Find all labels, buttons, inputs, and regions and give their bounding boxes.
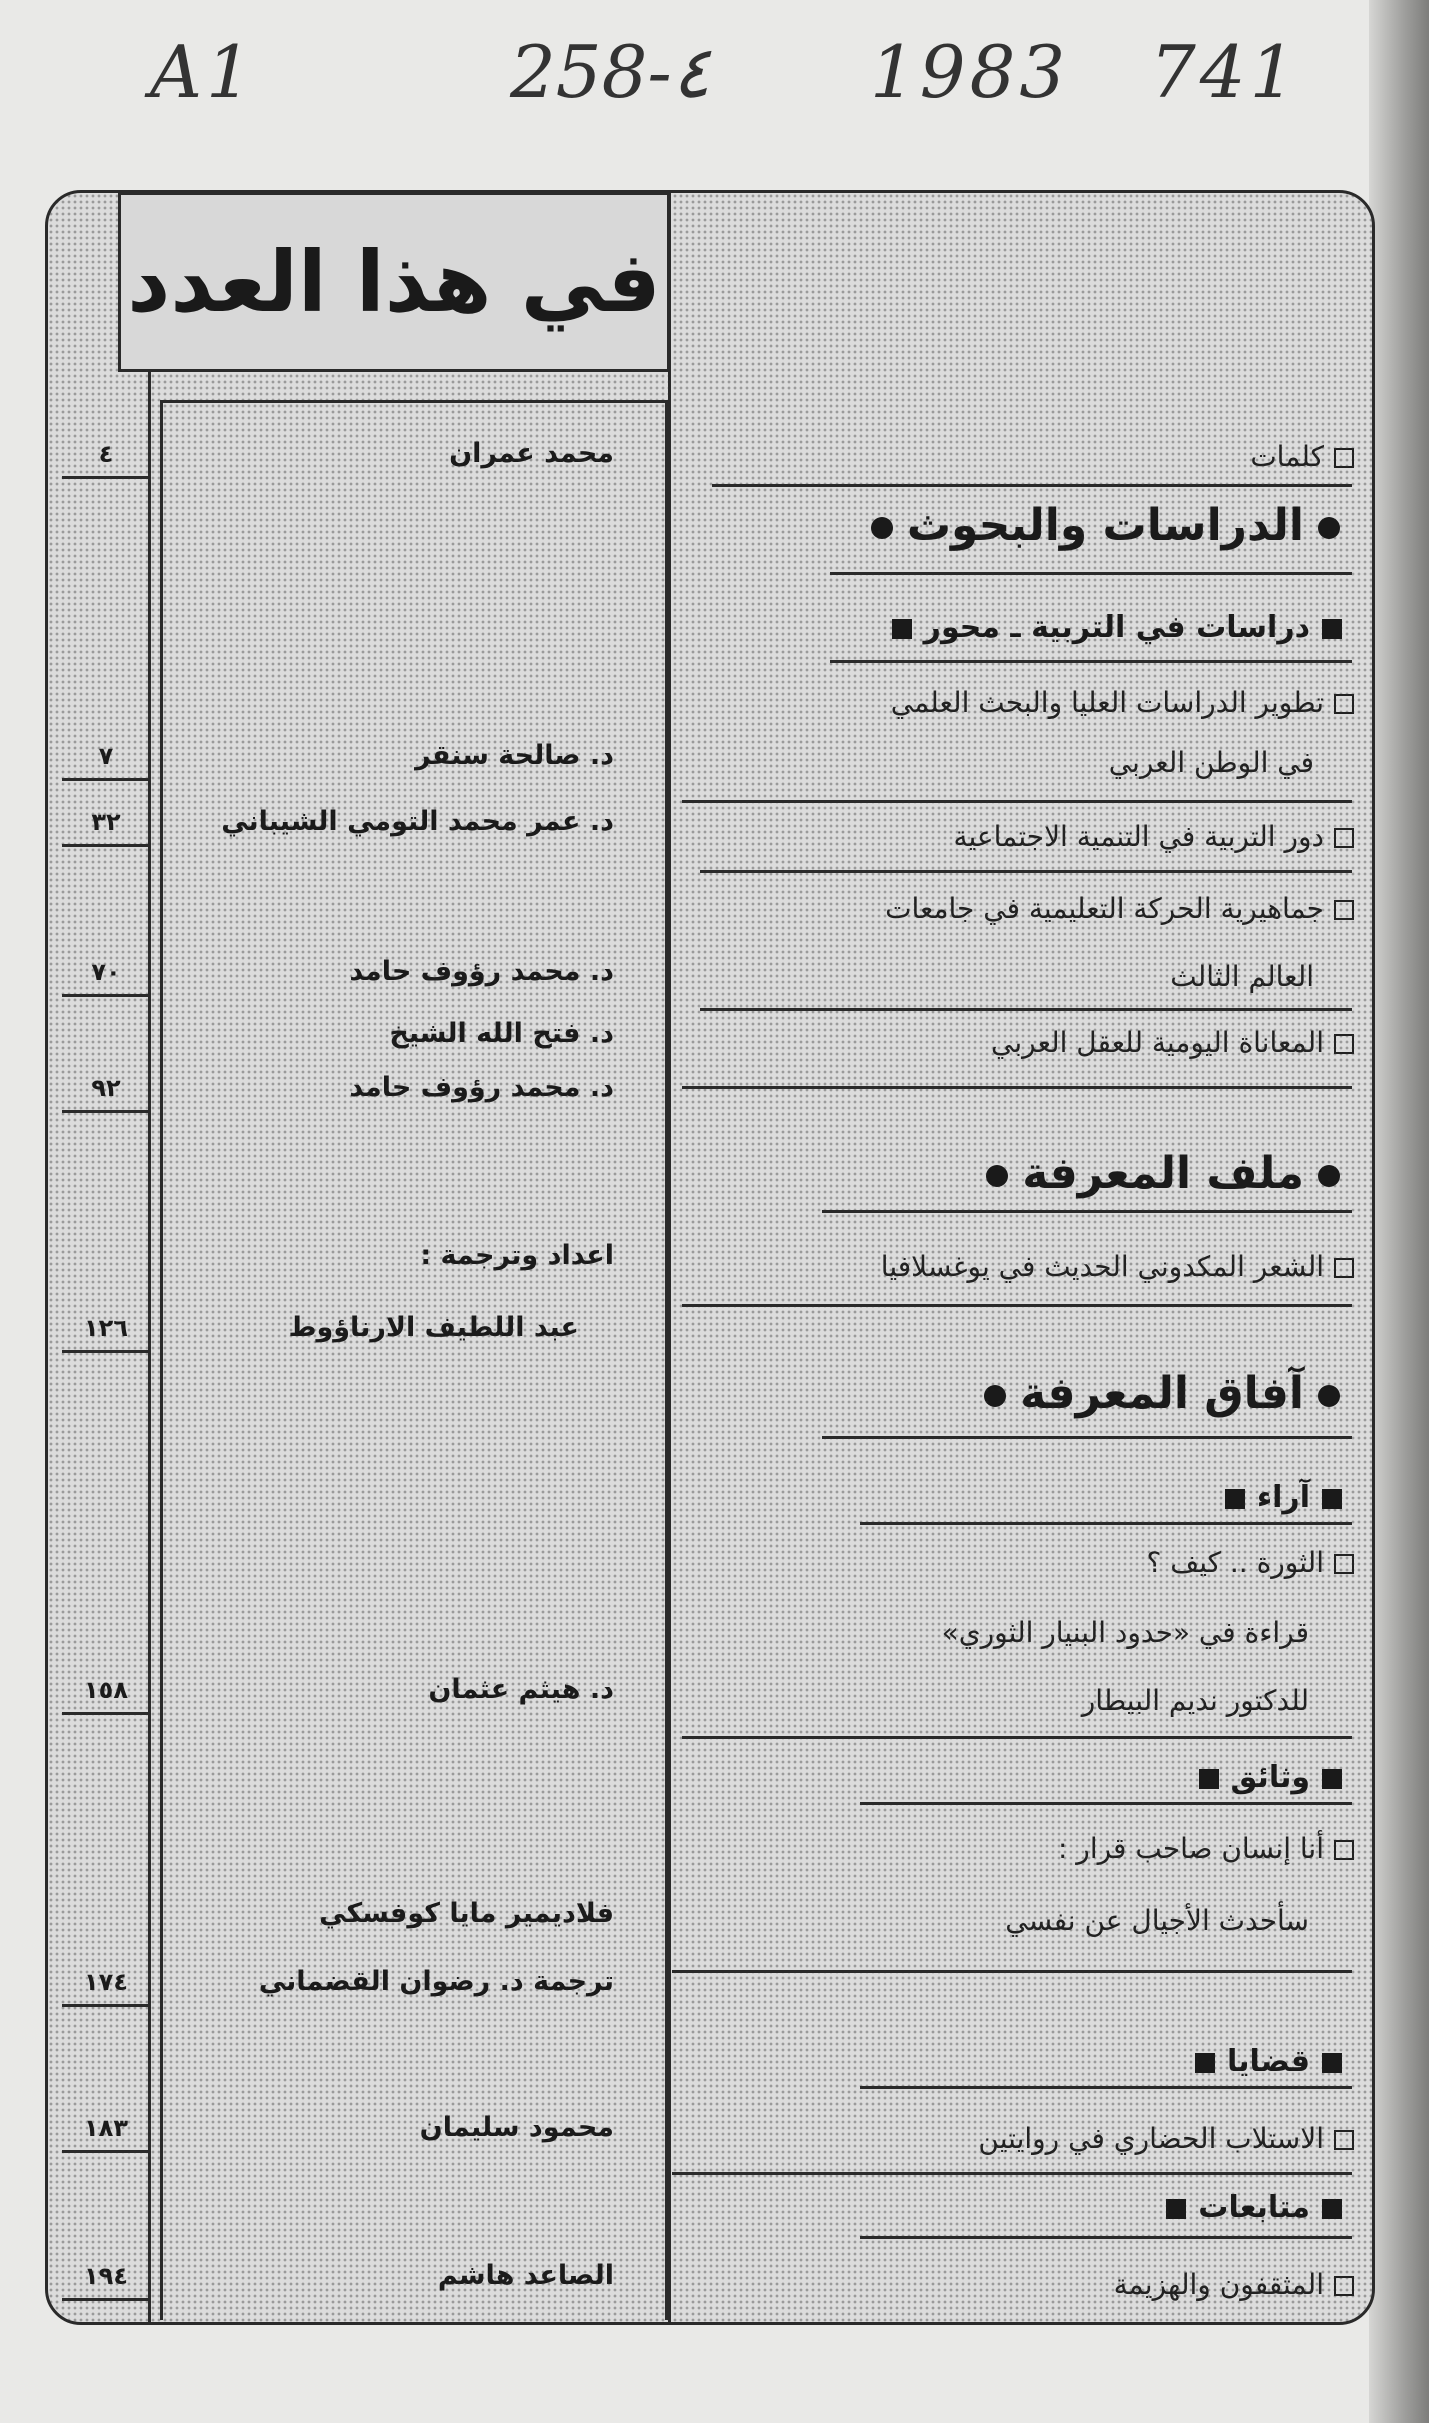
divider xyxy=(860,1802,1352,1805)
square-bullet-icon xyxy=(1195,2053,1215,2073)
section-heading xyxy=(972,1148,1354,1199)
divider xyxy=(830,660,1352,663)
page-number: ٧ xyxy=(98,742,114,770)
toc-item-label: دور التربية في التنمية الاجتماعية xyxy=(953,820,1324,853)
divider xyxy=(860,2086,1352,2089)
handwritten-catalog-note xyxy=(150,30,1310,150)
page-number: ٩٢ xyxy=(91,1074,121,1102)
author-name: د. فتح الله الشيخ xyxy=(389,1018,614,1049)
section-title: الدراسات والبحوث xyxy=(906,500,1304,551)
toc-item-label: أنا إنسان صاحب قرار : xyxy=(1057,1832,1324,1865)
toc-item-label: المثقفون والهزيمة xyxy=(1113,2268,1324,2301)
title-column-divider xyxy=(668,190,671,2325)
toc-item[interactable] xyxy=(891,686,1354,719)
author-name: عبد اللطيف الارناؤوط xyxy=(288,1312,579,1343)
author-column xyxy=(160,400,668,2320)
author-name: محمد عمران xyxy=(449,438,614,469)
divider xyxy=(700,870,1352,873)
subsection-title: دراسات في التربية ـ محور xyxy=(923,610,1310,645)
author-name: د. عمر محمد التومي الشيباني xyxy=(221,806,614,837)
subsection-heading xyxy=(1187,1760,1354,1795)
subsection-title: قضايا xyxy=(1227,2044,1310,2079)
toc-item[interactable] xyxy=(1058,1832,1354,1865)
subsection-heading xyxy=(1154,2190,1354,2225)
toc-item[interactable] xyxy=(1146,1546,1354,1579)
author-name: د. محمد رؤوف حامد xyxy=(349,956,614,987)
section-heading xyxy=(970,1368,1354,1419)
page-number: ٣٢ xyxy=(91,808,121,836)
toc-item[interactable] xyxy=(1250,440,1354,473)
page-number: ٧٠ xyxy=(91,958,121,986)
page-number: ١٧٤ xyxy=(84,1968,128,1996)
bullet-dot-icon xyxy=(984,1385,1006,1407)
divider xyxy=(682,1086,1352,1089)
checkbox-icon xyxy=(1334,1840,1354,1860)
author-name: الصاعد هاشم xyxy=(437,2260,614,2291)
author-name: د. صالحة سنقر xyxy=(415,740,614,771)
page-number-rule xyxy=(62,1350,150,1353)
toc-item[interactable] xyxy=(1114,2268,1354,2301)
author-name: د. محمد رؤوف حامد xyxy=(349,1072,614,1103)
bullet-dot-icon xyxy=(1318,1385,1340,1407)
toc-item[interactable] xyxy=(978,2122,1354,2155)
divider xyxy=(860,2236,1352,2239)
square-bullet-icon xyxy=(1322,619,1342,639)
divider xyxy=(712,484,1352,487)
checkbox-icon xyxy=(1334,1034,1354,1054)
toc-item-label: جماهيرية الحركة التعليمية في جامعات xyxy=(885,892,1324,925)
bullet-dot-icon xyxy=(1318,1165,1340,1187)
square-bullet-icon xyxy=(1166,2199,1186,2219)
page-number-rule xyxy=(62,476,150,479)
divider xyxy=(700,1008,1352,1011)
author-name: فلاديمير مايا كوفسكي xyxy=(319,1898,614,1929)
section-title: ملف المعرفة xyxy=(1022,1148,1304,1199)
square-bullet-icon xyxy=(1322,2053,1342,2073)
page-number: ٤ xyxy=(98,440,114,468)
page-number-rule xyxy=(62,994,150,997)
checkbox-icon xyxy=(1334,1258,1354,1278)
divider xyxy=(672,1970,1352,1973)
divider xyxy=(822,1436,1352,1439)
bullet-dot-icon xyxy=(1318,517,1340,539)
page-number: ١٩٤ xyxy=(84,2262,128,2290)
toc-item[interactable] xyxy=(885,892,1354,925)
checkbox-icon xyxy=(1334,2276,1354,2296)
author-name: ترجمة د. رضوان القضماني xyxy=(258,1966,614,1997)
toc-item-label: الشعر المكدوني الحديث في يوغسلافيا xyxy=(880,1250,1324,1283)
subsection-title: وثائق xyxy=(1230,1760,1310,1795)
square-bullet-icon xyxy=(1322,1769,1342,1789)
divider xyxy=(830,572,1352,575)
divider xyxy=(682,1736,1352,1739)
toc-item-continuation: للدكتور نديم البيطار xyxy=(1081,1684,1309,1717)
square-bullet-icon xyxy=(1199,1769,1219,1789)
subsection-heading xyxy=(880,610,1354,645)
divider xyxy=(672,2172,1352,2175)
author-name: د. هيثم عثمان xyxy=(428,1674,614,1705)
handwritten-number: 258-٤ xyxy=(510,30,711,114)
page-number: ١٢٦ xyxy=(84,1314,128,1342)
section-heading xyxy=(857,500,1354,551)
handwritten-code: A1 xyxy=(150,30,256,114)
subsection-title: متابعات xyxy=(1198,2190,1310,2225)
page-number-rule xyxy=(62,2150,150,2153)
toc-item-label: الاستلاب الحضاري في روايتين xyxy=(978,2122,1324,2155)
checkbox-icon xyxy=(1334,828,1354,848)
toc-item-continuation: في الوطن العربي xyxy=(1108,746,1314,779)
author-name: اعداد وترجمة : xyxy=(420,1240,614,1271)
subsection-heading xyxy=(1183,2044,1354,2079)
divider xyxy=(682,1304,1352,1307)
subsection-title: آراء xyxy=(1256,1480,1310,1515)
page-number-rule xyxy=(62,1712,150,1715)
bullet-dot-icon xyxy=(871,517,893,539)
divider xyxy=(860,1522,1352,1525)
toc-item-label: تطوير الدراسات العليا والبحث العلمي xyxy=(890,686,1324,719)
checkbox-icon xyxy=(1334,2130,1354,2150)
page-number-rule xyxy=(62,2004,150,2007)
page-number-rule xyxy=(62,844,150,847)
page-number-rule xyxy=(62,778,150,781)
handwritten-year: 1983 xyxy=(870,30,1070,114)
page-number: ١٨٣ xyxy=(84,2114,128,2142)
page-title: في هذا العدد xyxy=(127,233,661,331)
toc-item-label: كلمات xyxy=(1250,440,1324,473)
author-name: محمود سليمان xyxy=(419,2112,614,2143)
page-number-rule xyxy=(62,2298,150,2301)
square-bullet-icon xyxy=(892,619,912,639)
checkbox-icon xyxy=(1334,448,1354,468)
toc-item[interactable] xyxy=(881,1250,1354,1283)
toc-item-continuation: العالم الثالث xyxy=(1170,960,1314,993)
toc-item[interactable] xyxy=(991,1026,1354,1059)
handwritten-id: 741 xyxy=(1150,30,1300,114)
page-number: ١٥٨ xyxy=(84,1676,128,1704)
checkbox-icon xyxy=(1334,694,1354,714)
page-number-rule xyxy=(62,1110,150,1113)
divider xyxy=(822,1210,1352,1213)
subsection-heading xyxy=(1213,1480,1354,1515)
square-bullet-icon xyxy=(1322,2199,1342,2219)
divider xyxy=(682,800,1352,803)
checkbox-icon xyxy=(1334,1554,1354,1574)
page-edge-shadow xyxy=(1369,0,1429,2423)
square-bullet-icon xyxy=(1322,1489,1342,1509)
section-title: آفاق المعرفة xyxy=(1020,1368,1304,1419)
toc-item-label: المعاناة اليومية للعقل العربي xyxy=(991,1026,1324,1059)
toc-item-label: الثورة .. كيف ؟ xyxy=(1146,1546,1324,1579)
toc-item-continuation: قراءة في «حدود البنيار الثوري» xyxy=(941,1616,1309,1649)
issue-title-box xyxy=(118,192,670,372)
bullet-dot-icon xyxy=(986,1165,1008,1187)
toc-item-continuation: سأحدث الأجيال عن نفسي xyxy=(1005,1904,1309,1937)
checkbox-icon xyxy=(1334,900,1354,920)
square-bullet-icon xyxy=(1225,1489,1245,1509)
toc-item[interactable] xyxy=(953,820,1354,853)
